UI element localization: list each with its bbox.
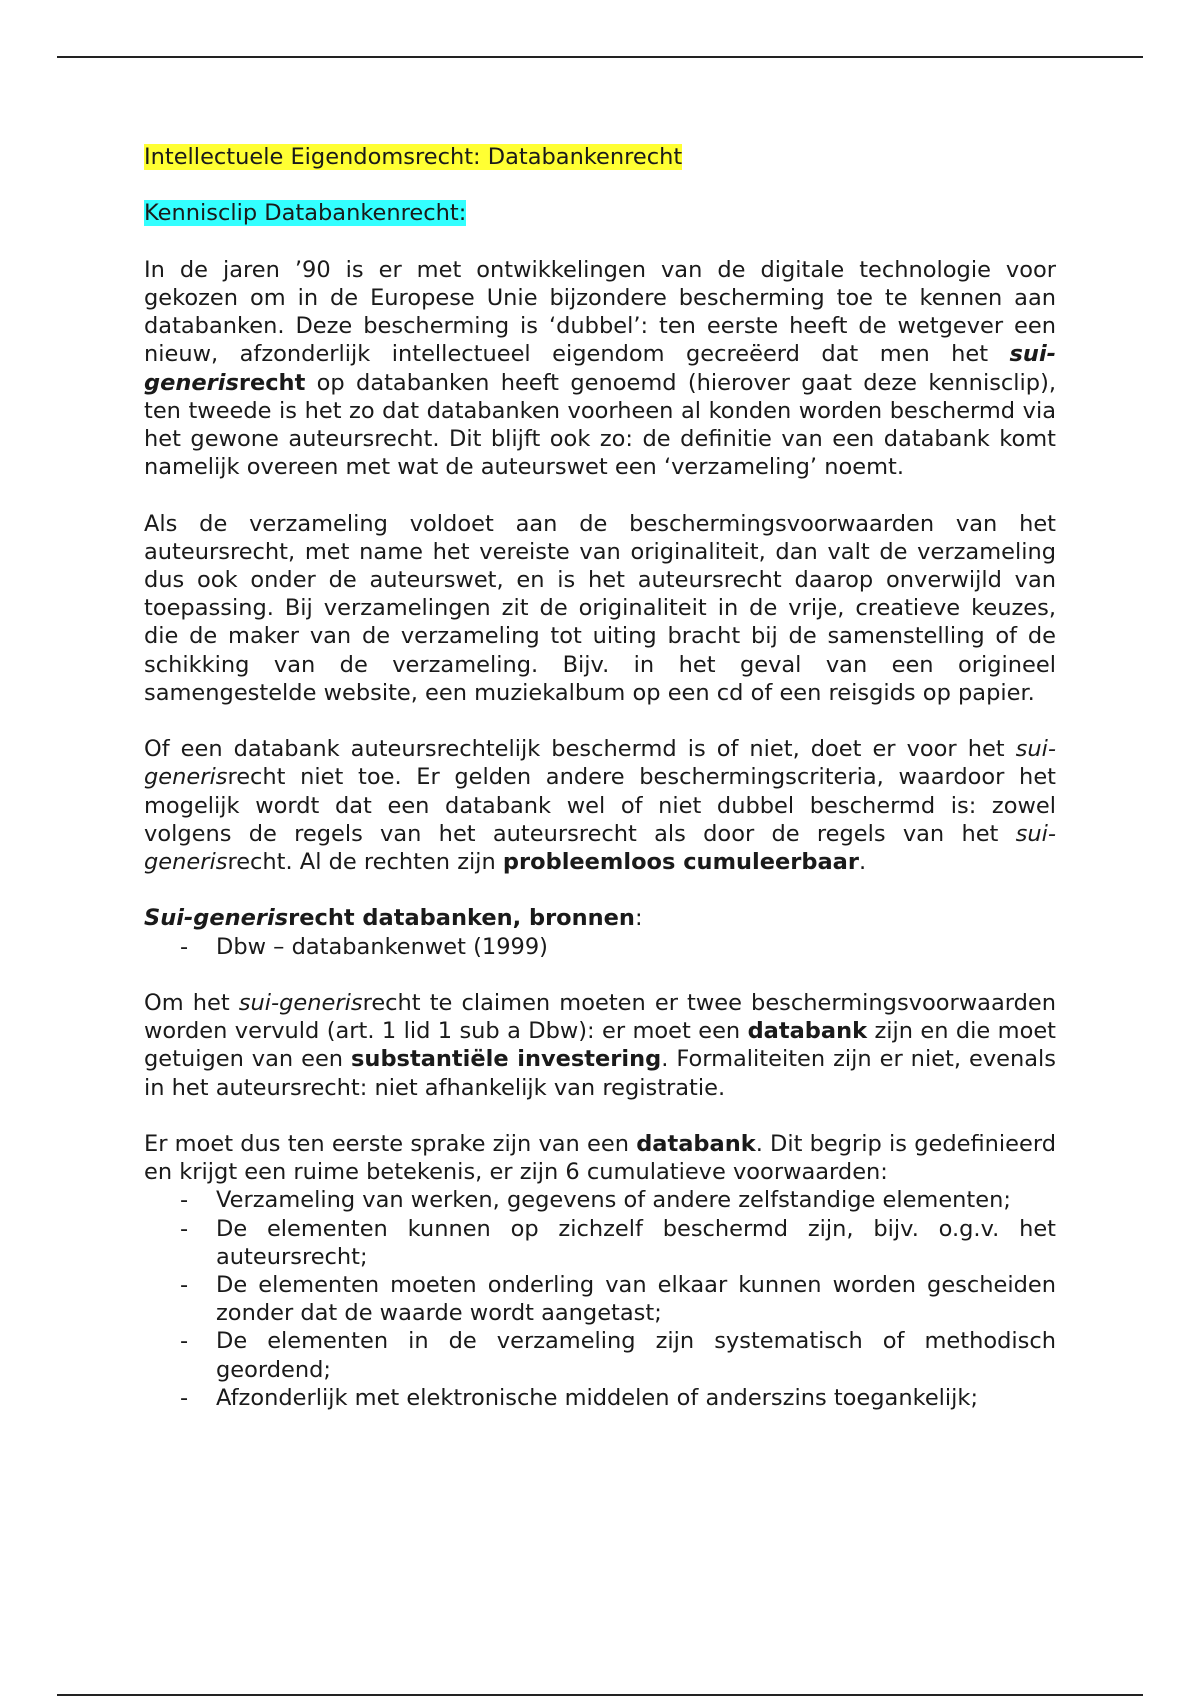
italic-term: sui-generis xyxy=(144,341,1056,396)
text-run: op databanken heeft genoemd (hierover gaat deze kennisclip), ten tweede is het zo dat databanken voorheen al konden worden beschermd via het gewone auteursrecht. Dit blijft ook zo: de definitie van een databank komt namelijk overeen met wat de auteurswet een ‘verzameling’ noemt. xyxy=(144,369,1056,481)
text-run: recht. Al de rechten zijn xyxy=(227,849,503,876)
document-title xyxy=(144,143,1056,171)
text-run: Of een databank auteursrechtelijk beschermd is of niet, doet er voor het xyxy=(144,736,1016,763)
document-body xyxy=(144,143,1056,1440)
conditions-list xyxy=(144,1186,1056,1412)
text-run: zijn en die moet getuigen van een xyxy=(144,1018,1057,1073)
text-run: In de jaren ’90 is er met ontwikkelingen van de digitale technologie voor gekozen om in de Europese Unie bijzondere bescherming toe te kennen aan databanken. Deze bescherming is ‘dubbel’: ten eerste heeft de wetgever een nieuw, afzonderlijk intellectueel eigendom gecreëerd dat men het xyxy=(144,256,1056,368)
italic-term: sui-generis xyxy=(238,990,363,1016)
section-subtitle xyxy=(144,199,1056,227)
header-rule xyxy=(57,56,1143,58)
paragraph-intro xyxy=(144,256,1056,482)
text-run: recht niet toe. Er gelden andere beschermingscriteria, waardoor het mogelijk wordt dat een databank wel of niet dubbel beschermd is: zowel volgens de regels van het auteursrecht als door de regels van het xyxy=(144,764,1056,847)
text-run: . Dit begrip is gedefinieerd en krijgt een ruime betekenis, er zijn 6 cumulatieve voorwaarden: xyxy=(144,1131,1056,1186)
paragraph-databank-definition xyxy=(144,1130,1056,1186)
sources-heading xyxy=(144,904,1056,932)
bold-term: databank xyxy=(636,1131,756,1157)
list-item: - De elementen kunnen op zichzelf beschermd zijn, bijv. o.g.v. het auteursrecht; xyxy=(216,1215,1056,1271)
text-run: . xyxy=(858,849,867,876)
text-run: : xyxy=(634,905,643,932)
list-item: - De elementen in de verzameling zijn systematisch of methodisch geordend; xyxy=(216,1327,1056,1383)
list-item: - De elementen moeten onderling van elkaar kunnen worden gescheiden zonder dat de waarde wordt aangetast; xyxy=(216,1271,1056,1327)
list-item: - Dbw – databankenwet (1999) xyxy=(216,933,1056,961)
text-run: recht databanken, bronnen xyxy=(288,905,635,932)
bold-term: substantiële investering xyxy=(351,1046,662,1073)
text-run: Om het xyxy=(144,990,239,1016)
text-run: . Formaliteiten zijn er niet, evenals in het auteursrecht: niet afhankelijk van registratie. xyxy=(144,1046,1056,1101)
text-run: Er moet dus ten eerste sprake zijn van een xyxy=(144,1131,637,1157)
sources-list xyxy=(144,933,1056,961)
text-run: recht te claimen moeten er twee beschermingsvoorwaarden worden vervuld (art. 1 lid 1 sub a Dbw): er moet een xyxy=(144,990,1056,1045)
italic-term: sui-generis xyxy=(144,820,1056,876)
bold-term: databank xyxy=(747,1018,868,1045)
footer-rule xyxy=(57,1694,1143,1696)
subtitle-highlight: Kennisclip Databankenrecht: xyxy=(144,200,467,227)
bold-term: probleemloos cumuleerbaar xyxy=(502,849,859,876)
paragraph-originality: Als de verzameling voldoet aan de beschermingsvoorwaarden van het auteursrecht, met name het vereiste van originaliteit, dan valt de verzameling dus ook onder de auteurswet, en is het auteursrecht daarop onverwijld van toepassing. Bij verzamelingen zit de originaliteit in de vrije, creatieve keuzes, die de maker van de verzameling tot uiting bracht bij de samenstelling of de schikking van de verzameling. Bijv. in het geval van een origineel samengestelde website, een muziekalbum op een cd of een reisgids op papier. xyxy=(144,510,1056,706)
italic-term: sui-generis xyxy=(144,736,1056,791)
paragraph-requirements xyxy=(144,989,1056,1102)
italic-term: Sui-generis xyxy=(144,905,289,932)
paragraph-cumulation xyxy=(144,735,1056,876)
text-run: recht xyxy=(238,369,306,396)
bold-heading xyxy=(144,905,635,931)
list-item: - Afzonderlijk met elektronische middelen of anderszins toegankelijk; xyxy=(216,1384,1056,1412)
title-highlight: Intellectuele Eigendomsrecht: Databankenrecht xyxy=(144,144,683,170)
list-item: - Verzameling van werken, gegevens of andere zelfstandige elementen; xyxy=(216,1186,1056,1214)
